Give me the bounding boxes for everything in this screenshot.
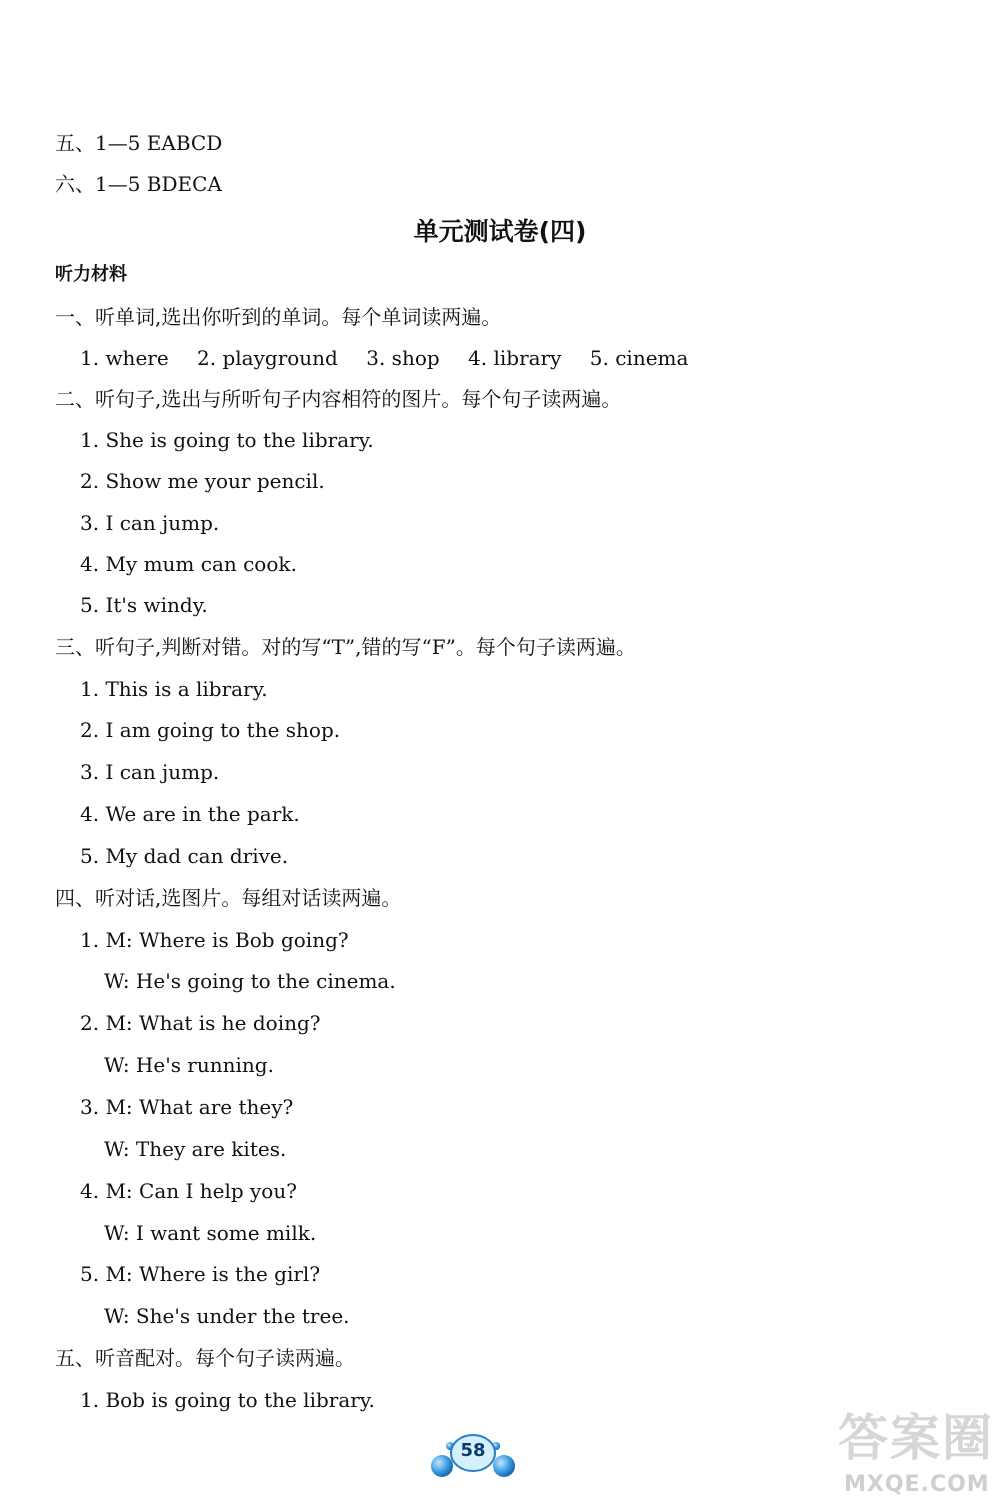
list-item: 4. My mum can cook. [80, 552, 297, 576]
section-2-heading: 二、听句子,选出与所听句子内容相符的图片。每个句子读两遍。 [55, 387, 622, 411]
page-number-badge [428, 1428, 518, 1484]
section-4-heading: 四、听对话,选图片。每组对话读两遍。 [55, 886, 402, 910]
section-3-heading: 三、听句子,判断对错。对的写“T”,错的写“F”。每个句子读两遍。 [55, 635, 636, 659]
page-title: 单元测试卷(四) [413, 217, 587, 246]
word-item: 4. library [468, 346, 562, 370]
dialogue-m-line: 5. M: Where is the girl? [80, 1262, 321, 1286]
section-1-heading: 一、听单词,选出你听到的单词。每个单词读两遍。 [55, 305, 502, 329]
watermark-url: MXQE.COM [844, 1472, 990, 1497]
word-item: 3. shop [366, 346, 440, 370]
dialogue-w-line: W: He's running. [104, 1053, 274, 1077]
word-item: 1. where [80, 346, 169, 370]
list-item: 1. Bob is going to the library. [80, 1388, 375, 1412]
dialogue-w-line: W: I want some milk. [104, 1221, 317, 1245]
list-item: 4. We are in the park. [80, 802, 300, 826]
word-item: 2. playground [197, 346, 338, 370]
dialogue-w-line: W: They are kites. [104, 1137, 287, 1161]
list-item: 3. I can jump. [80, 760, 220, 784]
dialogue-m-line: 2. M: What is he doing? [80, 1011, 321, 1035]
list-item: 3. I can jump. [80, 511, 220, 535]
section-1-word-list [80, 345, 710, 371]
dialogue-m-line: 4. M: Can I help you? [80, 1179, 297, 1203]
dialogue-m-line: 1. M: Where is Bob going? [80, 928, 349, 952]
dialogue-w-line: W: She's under the tree. [104, 1304, 350, 1328]
listening-header: 听力材料 [55, 264, 127, 285]
dialogue-w-line: W: He's going to the cinema. [104, 969, 396, 993]
list-item: 2. I am going to the shop. [80, 718, 341, 742]
answer-line-6: 六、1—5 BDECA [55, 172, 222, 196]
list-item: 5. It's windy. [80, 593, 208, 617]
list-item: 2. Show me your pencil. [80, 469, 325, 493]
page-number: 58 [460, 1440, 486, 1461]
list-item: 1. She is going to the library. [80, 428, 374, 452]
answer-line-5: 五、1—5 EABCD [55, 131, 223, 155]
section-5-heading: 五、听音配对。每个句子读两遍。 [55, 1346, 355, 1370]
list-item: 1. This is a library. [80, 677, 268, 701]
dialogue-m-line: 3. M: What are they? [80, 1095, 294, 1119]
list-item: 5. My dad can drive. [80, 844, 289, 868]
watermark-logo [838, 1410, 998, 1502]
word-item: 5. cinema [589, 346, 689, 370]
watermark-text: 答案圈 [838, 1409, 994, 1467]
